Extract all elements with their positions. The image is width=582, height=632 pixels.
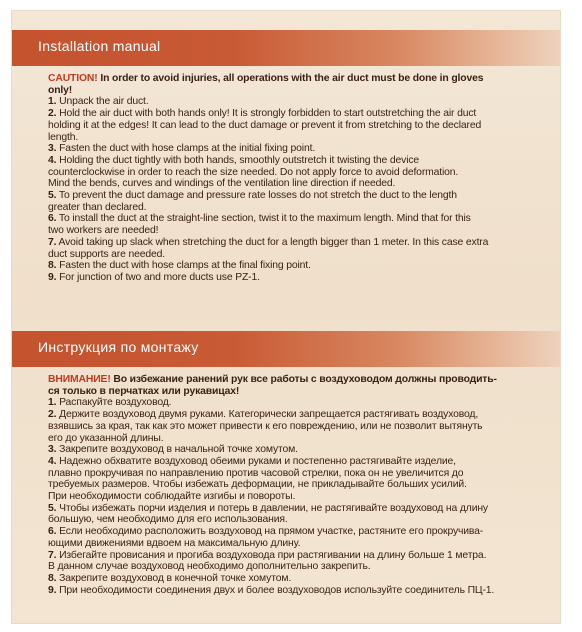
step-text: Holding the duct tightly with both hands, smoothly outstretch it twisting the device — [56, 154, 420, 166]
caution-label: CAUTION! — [48, 73, 98, 84]
step-number: 9. — [48, 584, 57, 596]
instruction-line — [48, 96, 546, 108]
instruction-line — [48, 190, 546, 202]
step-number: 1. — [48, 397, 57, 409]
instruction-line — [48, 421, 546, 433]
step-text: To install the duct at the straight-line section, twist it to the maximum length. Mind that for this — [56, 213, 471, 225]
instruction-line — [48, 397, 546, 409]
step-text: For junction of two and more ducts use PZ-1. — [56, 271, 260, 283]
step-text: его до указанной длины. — [48, 432, 164, 444]
step-number: 8. — [48, 572, 57, 584]
instruction-line — [48, 178, 546, 190]
step-text: Избегайте провисания и прогиба воздуховода при растягивании на длину больше 1 метра. — [56, 549, 487, 561]
step-text: большую, чем необходимо для его использования. — [48, 514, 288, 526]
step-text: greater than declared. — [48, 201, 147, 213]
instruction-line — [48, 514, 546, 526]
instruction-line — [48, 503, 546, 515]
caution-line-ru-continued: ся только в перчатках или рукавицах! — [48, 385, 240, 397]
instruction-line — [48, 132, 546, 144]
instruction-line — [48, 561, 546, 573]
instruction-line — [48, 409, 546, 421]
instruction-line — [48, 456, 546, 468]
section-title-english: Installation manual — [38, 38, 161, 54]
caution-text: In order to avoid injuries, all operations with the air duct must be done in gloves — [97, 73, 484, 84]
instruction-line — [48, 526, 546, 538]
russian-instructions — [48, 374, 546, 596]
step-text: Закрепите воздуховод в начальной точке хомутом. — [56, 444, 298, 456]
instruction-line — [48, 272, 546, 284]
step-number: 6. — [48, 526, 57, 538]
instruction-line — [48, 433, 546, 445]
section-title-russian: Инструкция по монтажу — [38, 339, 199, 355]
instruction-line — [48, 120, 546, 132]
step-text: counterclockwise in order to reach the size needed. Do not apply force to avoid deformation. — [48, 166, 459, 178]
step-number: 4. — [48, 455, 57, 467]
instruction-line — [48, 155, 546, 167]
instruction-line — [48, 491, 546, 503]
step-number: 7. — [48, 549, 57, 561]
instruction-line — [48, 479, 546, 491]
instruction-line — [48, 225, 546, 237]
step-text: Avoid taking up slack when stretching the duct for a length bigger than 1 meter. In this case extra — [56, 236, 489, 248]
step-text: Чтобы избежать порчи изделия и потерь в давлении, не растягивайте воздуховод на длину — [56, 502, 488, 514]
manual-sheet — [12, 11, 560, 623]
step-text: Если необходимо расположить воздуховод на прямом участке, растяните его прокручива- — [56, 526, 484, 538]
step-text: Закрепите воздуховод в конечной точке хомутом. — [56, 572, 292, 584]
step-number: 2. — [48, 108, 57, 120]
instruction-line — [48, 237, 546, 249]
step-text: duct supports are needed. — [48, 248, 165, 260]
section-header-russian — [12, 331, 560, 367]
step-number: 9. — [48, 271, 57, 283]
step-text: Mind the bends, curves and windings of the ventilation line direction if needed. — [48, 178, 396, 190]
instruction-line — [48, 167, 546, 179]
step-text: length. — [48, 131, 79, 143]
caution-line — [48, 73, 546, 85]
step-text: плавно прокручивая по направлению против часовой стрелки, пока он не увеличится до — [48, 467, 464, 479]
instruction-line — [48, 444, 546, 456]
instruction-line — [48, 468, 546, 480]
step-text: two workers are needed! — [48, 225, 159, 237]
caution-label-ru: ВНИМАНИЕ! — [48, 374, 111, 385]
instruction-line — [48, 573, 546, 585]
step-text: При необходимости соблюдайте изгибы и повороты. — [48, 491, 296, 503]
step-number: 5. — [48, 190, 57, 202]
caution-line-ru — [48, 374, 546, 386]
step-text: Hold the air duct with both hands only! It is strongly forbidden to start outstretching the air duct — [56, 108, 477, 120]
english-steps — [48, 96, 546, 283]
section-header-english — [12, 30, 560, 66]
step-number: 7. — [48, 236, 57, 248]
step-number: 6. — [48, 213, 57, 225]
instruction-line — [48, 249, 546, 261]
step-text: ющими движениями вдвоем на максимальную длину. — [48, 537, 301, 549]
step-text: Fasten the duct with hose clamps at the final fixing point. — [56, 260, 311, 272]
step-text: Распакуйте воздуховод. — [56, 397, 172, 409]
instruction-line — [48, 108, 546, 120]
step-number: 1. — [48, 96, 57, 108]
caution-text-ru: Во избежание ранений рук все работы с воздуховодом должны проводить- — [110, 374, 497, 385]
step-text: Fasten the duct with hose clamps at the initial fixing point. — [56, 143, 316, 155]
russian-steps — [48, 397, 546, 596]
instruction-line — [48, 213, 546, 225]
step-text: В данном случае воздуховод необходимо дополнительно закрепить. — [48, 561, 371, 573]
step-text: Держите воздуховод двумя руками. Категорически запрещается растягивать воздуховод, — [56, 409, 479, 421]
instruction-line — [48, 260, 546, 272]
instruction-line — [48, 143, 546, 155]
step-text: Надежно обхватите воздуховод обеими руками и постепенно растягивайте изделие, — [56, 455, 456, 467]
step-number: 3. — [48, 143, 57, 155]
step-text: To prevent the duct damage and pressure rate losses do not stretch the duct to the length — [56, 190, 457, 202]
step-number: 4. — [48, 154, 57, 166]
instruction-line — [48, 202, 546, 214]
step-number: 8. — [48, 260, 57, 272]
step-number: 2. — [48, 409, 57, 421]
step-text: Unpack the air duct. — [56, 96, 149, 108]
step-number: 3. — [48, 444, 57, 456]
step-text: При необходимости соединения двух и более воздуховодов используйте соединитель ПЦ-1. — [56, 584, 495, 596]
step-text: holding it at the edges! It can lead to the duct damage or prevent it from stretching to the declared — [48, 119, 482, 131]
caution-line-continued: only! — [48, 84, 73, 96]
step-number: 5. — [48, 502, 57, 514]
step-text: взявшись за края, так как это может привести к его повреждению, или не позволит вытянуть — [48, 420, 483, 432]
english-instructions — [48, 73, 546, 284]
instruction-line — [48, 550, 546, 562]
instruction-line — [48, 585, 546, 597]
step-text: требуемых размеров. Чтобы избежать деформации, не прикладывайте больших усилий. — [48, 479, 467, 491]
instruction-line — [48, 538, 546, 550]
